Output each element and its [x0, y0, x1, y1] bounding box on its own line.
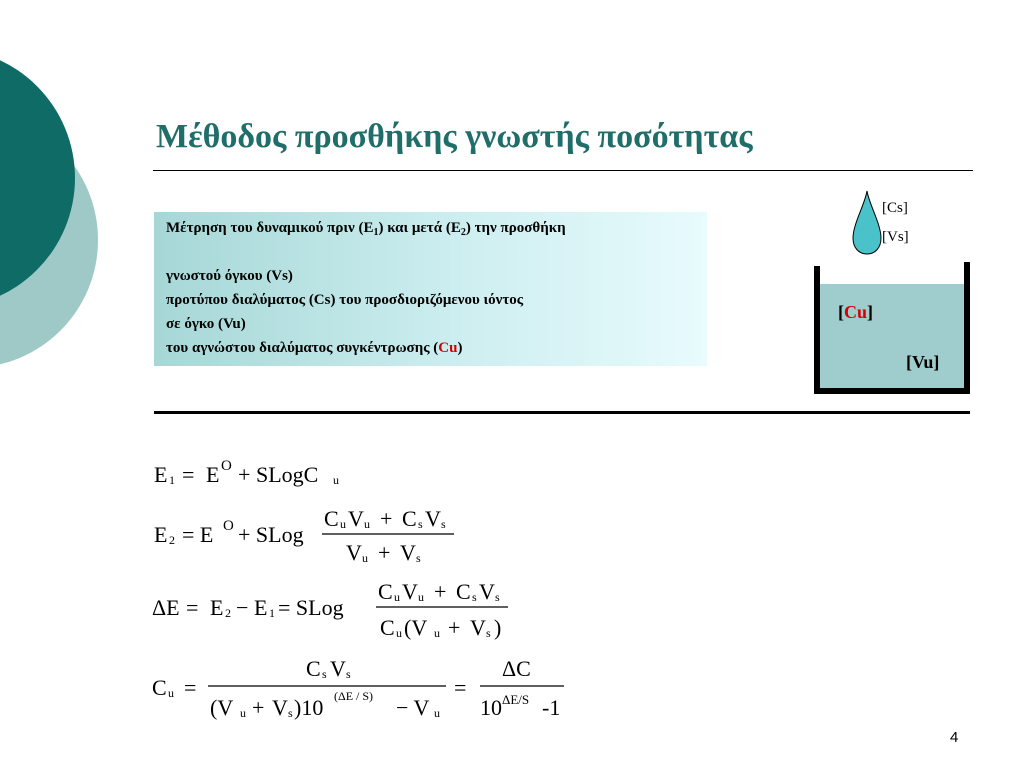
drop-label-vs: [Vs] [882, 229, 909, 245]
svg-text:+: + [252, 695, 265, 720]
svg-text:V: V [402, 579, 418, 604]
svg-text:C: C [324, 506, 339, 531]
info-line-spacer [166, 240, 707, 264]
svg-text:=: = [454, 675, 467, 700]
svg-text:+: + [448, 615, 461, 640]
svg-text:E: E [154, 462, 168, 487]
svg-text:u: u [362, 551, 368, 565]
svg-text:(V: (V [210, 695, 234, 720]
svg-text:+: + [238, 462, 251, 487]
svg-text:=: = [184, 675, 197, 700]
svg-text:s: s [416, 551, 421, 565]
section-divider [154, 411, 970, 414]
svg-text:E: E [254, 595, 268, 620]
equation-4 [152, 656, 564, 720]
svg-text:=: = [182, 462, 195, 487]
info-line-4: σε όγκο (Vu) [166, 316, 246, 332]
equation-1 [154, 458, 339, 487]
info-line-1: Μέτρηση του δυναμικού πριν $(E_1)$ και μετά $(E_2)$ την προσθήκη [166, 220, 566, 238]
equations [150, 450, 600, 730]
beaker-vu-label: [Vu] [906, 352, 940, 372]
beaker-liquid [820, 284, 966, 388]
info-line-5: του αγνώστου διαλύματος συγκέντρωσης (Cu) [166, 340, 463, 356]
svg-text:+ SLog: + SLog [238, 522, 304, 547]
svg-text:s: s [418, 517, 423, 531]
svg-text:V: V [272, 695, 288, 720]
svg-text:V: V [400, 540, 416, 565]
svg-text:C: C [456, 579, 471, 604]
svg-text:C: C [402, 506, 417, 531]
svg-text:V: V [346, 540, 362, 565]
svg-text:O: O [223, 518, 234, 534]
svg-text:u: u [418, 590, 424, 604]
title-divider [153, 170, 973, 171]
svg-text:u: u [340, 517, 346, 531]
svg-text:1: 1 [269, 606, 275, 620]
svg-text:s: s [472, 590, 477, 604]
beaker-diagram [812, 260, 972, 396]
svg-text:E: E [210, 595, 224, 620]
info-line-3: προτύπου διαλύματος (Cs) του προσδιοριζόμενου ιόντος [166, 292, 524, 308]
svg-text:u: u [434, 626, 440, 640]
svg-text:SLogC: SLogC [256, 462, 319, 487]
beaker-cu-label: [Cu] [838, 302, 874, 322]
svg-text:1: 1 [169, 473, 175, 487]
svg-text:)10: )10 [294, 695, 324, 720]
equation-2 [154, 506, 454, 565]
svg-text:+: + [378, 540, 391, 565]
svg-text:O: O [221, 458, 232, 474]
svg-text:s: s [346, 667, 351, 681]
svg-text:u: u [333, 473, 339, 487]
svg-text:s: s [288, 706, 293, 720]
svg-text:2: 2 [169, 533, 175, 547]
svg-text:C: C [306, 656, 321, 681]
svg-text:u: u [396, 626, 402, 640]
svg-text:= E: = E [182, 522, 214, 547]
drop-label-cs: [Cs] [882, 200, 908, 216]
svg-text:E: E [206, 462, 220, 487]
page-number: 4 [950, 729, 959, 746]
svg-text:u: u [168, 686, 174, 700]
svg-text:ΔC: ΔC [502, 656, 531, 681]
svg-text:u: u [434, 706, 440, 720]
svg-text:+: + [380, 506, 393, 531]
page-title: Μέθοδος προσθήκης γνωστής ποσότητας [156, 118, 753, 155]
svg-text:s: s [486, 626, 491, 640]
svg-text:C: C [380, 615, 395, 640]
svg-text:(V: (V [404, 615, 428, 640]
svg-text:): ) [494, 615, 502, 640]
svg-text:s: s [495, 590, 500, 604]
svg-text:ΔE/S: ΔE/S [502, 692, 530, 707]
svg-text:E: E [154, 522, 168, 547]
svg-text:− V: − V [396, 695, 430, 720]
svg-text:V: V [330, 656, 346, 681]
svg-text:u: u [394, 590, 400, 604]
svg-text:(ΔE / S): (ΔE / S) [334, 689, 374, 703]
svg-text:−: − [236, 595, 249, 620]
equation-3 [152, 579, 508, 640]
info-line-2: γνωστού όγκου (Vs) [166, 268, 293, 284]
svg-text:= SLog: = SLog [278, 595, 344, 620]
drop-icon [850, 190, 884, 256]
svg-text:-1: -1 [542, 695, 561, 720]
svg-text:10: 10 [480, 695, 502, 720]
svg-text:s: s [322, 667, 327, 681]
svg-text:=: = [186, 595, 199, 620]
svg-text:C: C [152, 675, 167, 700]
svg-text:V: V [470, 615, 486, 640]
svg-text:V: V [425, 506, 441, 531]
svg-text:ΔE: ΔE [152, 595, 180, 620]
svg-text:V: V [479, 579, 495, 604]
svg-text:+: + [434, 579, 447, 604]
svg-text:s: s [441, 517, 446, 531]
svg-text:u: u [240, 706, 246, 720]
svg-text:V: V [348, 506, 364, 531]
info-box [154, 212, 707, 366]
svg-text:u: u [364, 517, 370, 531]
svg-text:2: 2 [225, 606, 231, 620]
svg-text:C: C [378, 579, 393, 604]
decorative-circles [0, 0, 160, 420]
